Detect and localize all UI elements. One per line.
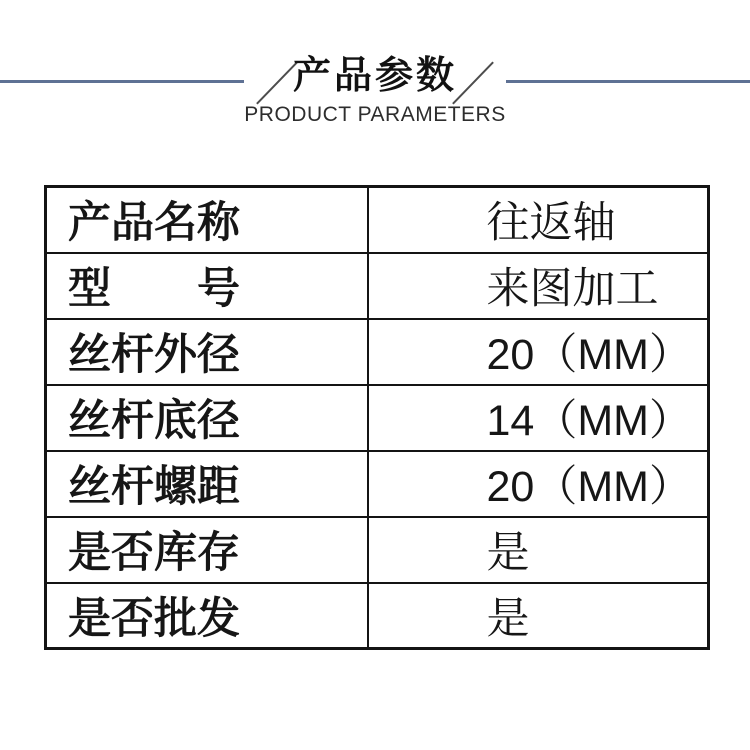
param-value: 往返轴 xyxy=(368,187,709,253)
param-value: 20（MM） xyxy=(368,451,709,517)
table-row xyxy=(46,517,709,583)
param-value: 14（MM） xyxy=(368,385,709,451)
parameters-table xyxy=(44,185,710,650)
page-subtitle: PRODUCT PARAMETERS xyxy=(244,103,506,126)
section-header xyxy=(0,0,750,160)
parameters-table-body xyxy=(46,187,709,649)
param-value: 是 xyxy=(368,583,709,649)
param-value: 来图加工 xyxy=(368,253,709,319)
param-label: 是否批发 xyxy=(46,583,368,649)
param-label: 型 号 xyxy=(46,253,368,319)
table-row xyxy=(46,187,709,253)
table-row xyxy=(46,385,709,451)
param-value: 20（MM） xyxy=(368,319,709,385)
param-value: 是 xyxy=(368,517,709,583)
table-row xyxy=(46,583,709,649)
table-row xyxy=(46,451,709,517)
param-label: 丝杆底径 xyxy=(46,385,368,451)
param-label: 产品名称 xyxy=(46,187,368,253)
table-row xyxy=(46,319,709,385)
param-label: 丝杆螺距 xyxy=(46,451,368,517)
param-label: 是否库存 xyxy=(46,517,368,583)
param-label: 丝杆外径 xyxy=(46,319,368,385)
page-title: 产品参数 xyxy=(292,55,457,97)
table-row xyxy=(46,253,709,319)
